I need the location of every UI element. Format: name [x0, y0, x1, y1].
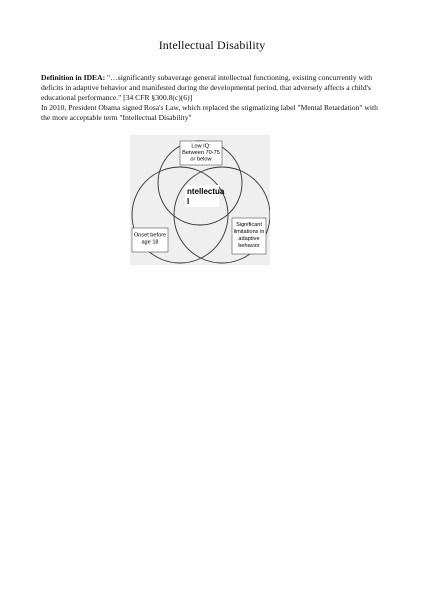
left-label-line-2: age 18 — [141, 239, 159, 246]
top-label-line-2: Between 70-75 — [182, 150, 220, 156]
left-label-line-1: Onset before — [133, 232, 167, 239]
right-label-line-4: behavior — [238, 243, 260, 249]
top-label-line-1: Low IQ: — [191, 143, 211, 150]
venn-diagram — [130, 135, 270, 265]
rosas-law-paragraph: In 2010, President Obama signed Rosa's Law, which replaced the stigmatizing label "Mental Retardation" with the more acceptable term "Intellectual Disability" — [41, 103, 378, 122]
top-label-line-3: or below — [190, 156, 212, 163]
venn-svg — [130, 135, 270, 265]
right-label-line-2: limitations in — [233, 229, 265, 235]
right-label-line-3: adaptive — [238, 236, 260, 242]
definition-paragraph — [41, 73, 387, 102]
right-label-line-1: Significant — [236, 222, 262, 228]
center-label-line-1: ntellectua — [187, 187, 225, 196]
definition-text: "…significantly subaverage general intellectual functioning, existing concurrently with deficits in adaptive behavior and manifested during the developmental period, that adversely affects a child's educational performance." [34 CFR §300.8(c)(6)] — [41, 73, 373, 102]
page-title: Intellectual Disability — [158, 38, 266, 52]
definition-label: Definition in IDEA: — [41, 73, 106, 82]
center-label-line-2: l — [187, 197, 190, 206]
